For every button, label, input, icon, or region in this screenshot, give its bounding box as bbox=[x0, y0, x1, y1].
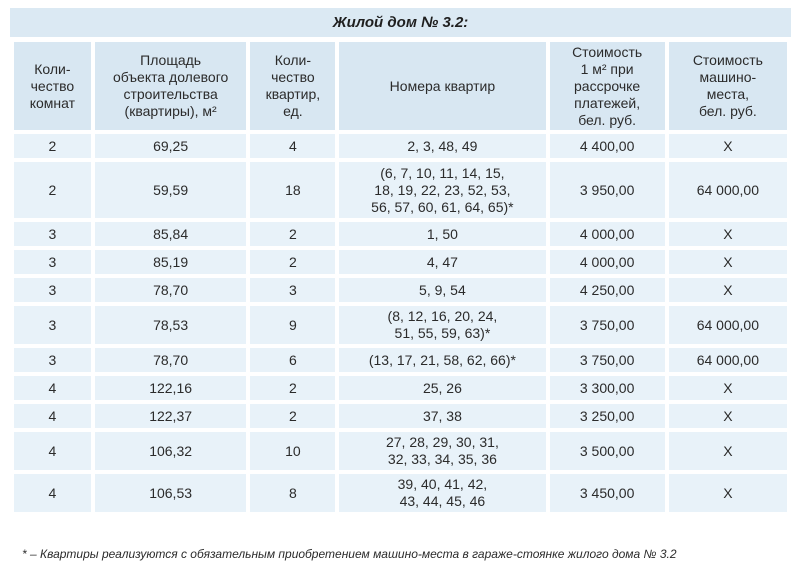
table-row bbox=[14, 432, 787, 470]
cell-area: 106,53 bbox=[95, 474, 247, 512]
cell-rooms: 4 bbox=[14, 432, 91, 470]
cell-count: 4 bbox=[250, 134, 335, 158]
header-numbers: Номера квартир bbox=[339, 42, 545, 130]
cell-area: 122,16 bbox=[95, 376, 247, 400]
cell-price-m2: 3 450,00 bbox=[550, 474, 665, 512]
cell-count: 9 bbox=[250, 306, 335, 344]
cell-count: 2 bbox=[250, 376, 335, 400]
cell-price-m2: 3 250,00 bbox=[550, 404, 665, 428]
cell-area: 59,59 bbox=[95, 162, 247, 218]
header-price-m2: Стоимость 1 м² при рассрочке платежей, бел. руб. bbox=[550, 42, 665, 130]
cell-rooms: 3 bbox=[14, 222, 91, 246]
cell-rooms: 3 bbox=[14, 278, 91, 302]
cell-numbers: 4, 47 bbox=[339, 250, 545, 274]
table-row bbox=[14, 376, 787, 400]
cell-count: 2 bbox=[250, 222, 335, 246]
table-row bbox=[14, 278, 787, 302]
cell-rooms: 2 bbox=[14, 134, 91, 158]
cell-numbers: (6, 7, 10, 11, 14, 15, 18, 19, 22, 23, 52, 53, 56, 57, 60, 61, 64, 65)* bbox=[339, 162, 545, 218]
cell-parking: 64 000,00 bbox=[669, 162, 787, 218]
cell-count: 2 bbox=[250, 250, 335, 274]
cell-rooms: 2 bbox=[14, 162, 91, 218]
cell-parking: Х bbox=[669, 376, 787, 400]
cell-price-m2: 3 750,00 bbox=[550, 348, 665, 372]
cell-price-m2: 3 500,00 bbox=[550, 432, 665, 470]
footnote: * – Квартиры реализуются с обязательным приобретением машино-места в гараже-стоянке жилого дома № 3.2 bbox=[22, 547, 677, 561]
cell-parking: Х bbox=[669, 134, 787, 158]
cell-count: 10 bbox=[250, 432, 335, 470]
cell-parking: Х bbox=[669, 250, 787, 274]
cell-parking: 64 000,00 bbox=[669, 348, 787, 372]
table-row bbox=[14, 222, 787, 246]
cell-area: 78,70 bbox=[95, 278, 247, 302]
cell-rooms: 4 bbox=[14, 376, 91, 400]
header-count: Коли- чество квартир, ед. bbox=[250, 42, 335, 130]
cell-parking: Х bbox=[669, 404, 787, 428]
cell-numbers: 2, 3, 48, 49 bbox=[339, 134, 545, 158]
cell-price-m2: 4 400,00 bbox=[550, 134, 665, 158]
cell-area: 106,32 bbox=[95, 432, 247, 470]
cell-area: 122,37 bbox=[95, 404, 247, 428]
header-rooms: Коли- чество комнат bbox=[14, 42, 91, 130]
cell-rooms: 3 bbox=[14, 348, 91, 372]
cell-price-m2: 4 000,00 bbox=[550, 250, 665, 274]
cell-area: 78,70 bbox=[95, 348, 247, 372]
cell-area: 85,19 bbox=[95, 250, 247, 274]
table-title: Жилой дом № 3.2: bbox=[10, 8, 791, 40]
cell-numbers: 37, 38 bbox=[339, 404, 545, 428]
header-parking: Стоимость машино- места, бел. руб. bbox=[669, 42, 787, 130]
cell-numbers: 27, 28, 29, 30, 31, 32, 33, 34, 35, 36 bbox=[339, 432, 545, 470]
cell-parking: Х bbox=[669, 278, 787, 302]
cell-parking: Х bbox=[669, 222, 787, 246]
cell-parking: Х bbox=[669, 432, 787, 470]
cell-numbers: 25, 26 bbox=[339, 376, 545, 400]
cell-count: 6 bbox=[250, 348, 335, 372]
table-body bbox=[14, 134, 787, 512]
cell-price-m2: 4 000,00 bbox=[550, 222, 665, 246]
table-row bbox=[14, 404, 787, 428]
apartments-table bbox=[10, 38, 791, 516]
cell-rooms: 3 bbox=[14, 250, 91, 274]
cell-numbers: 5, 9, 54 bbox=[339, 278, 545, 302]
cell-numbers: (13, 17, 21, 58, 62, 66)* bbox=[339, 348, 545, 372]
cell-count: 3 bbox=[250, 278, 335, 302]
cell-parking: Х bbox=[669, 474, 787, 512]
header-area: Площадь объекта долевого строительства (квартиры), м² bbox=[95, 42, 247, 130]
cell-parking: 64 000,00 bbox=[669, 306, 787, 344]
cell-area: 85,84 bbox=[95, 222, 247, 246]
cell-numbers: 39, 40, 41, 42, 43, 44, 45, 46 bbox=[339, 474, 545, 512]
cell-price-m2: 3 950,00 bbox=[550, 162, 665, 218]
table-row bbox=[14, 348, 787, 372]
cell-rooms: 3 bbox=[14, 306, 91, 344]
cell-rooms: 4 bbox=[14, 404, 91, 428]
table-row bbox=[14, 474, 787, 512]
table-row bbox=[14, 162, 787, 218]
cell-area: 69,25 bbox=[95, 134, 247, 158]
cell-count: 18 bbox=[250, 162, 335, 218]
cell-rooms: 4 bbox=[14, 474, 91, 512]
cell-price-m2: 4 250,00 bbox=[550, 278, 665, 302]
table-header-row bbox=[14, 42, 787, 130]
cell-count: 2 bbox=[250, 404, 335, 428]
table-row bbox=[14, 250, 787, 274]
cell-price-m2: 3 300,00 bbox=[550, 376, 665, 400]
cell-numbers: (8, 12, 16, 20, 24, 51, 55, 59, 63)* bbox=[339, 306, 545, 344]
cell-count: 8 bbox=[250, 474, 335, 512]
table-row bbox=[14, 134, 787, 158]
cell-numbers: 1, 50 bbox=[339, 222, 545, 246]
cell-price-m2: 3 750,00 bbox=[550, 306, 665, 344]
price-table-panel bbox=[10, 8, 791, 516]
table-row bbox=[14, 306, 787, 344]
cell-area: 78,53 bbox=[95, 306, 247, 344]
